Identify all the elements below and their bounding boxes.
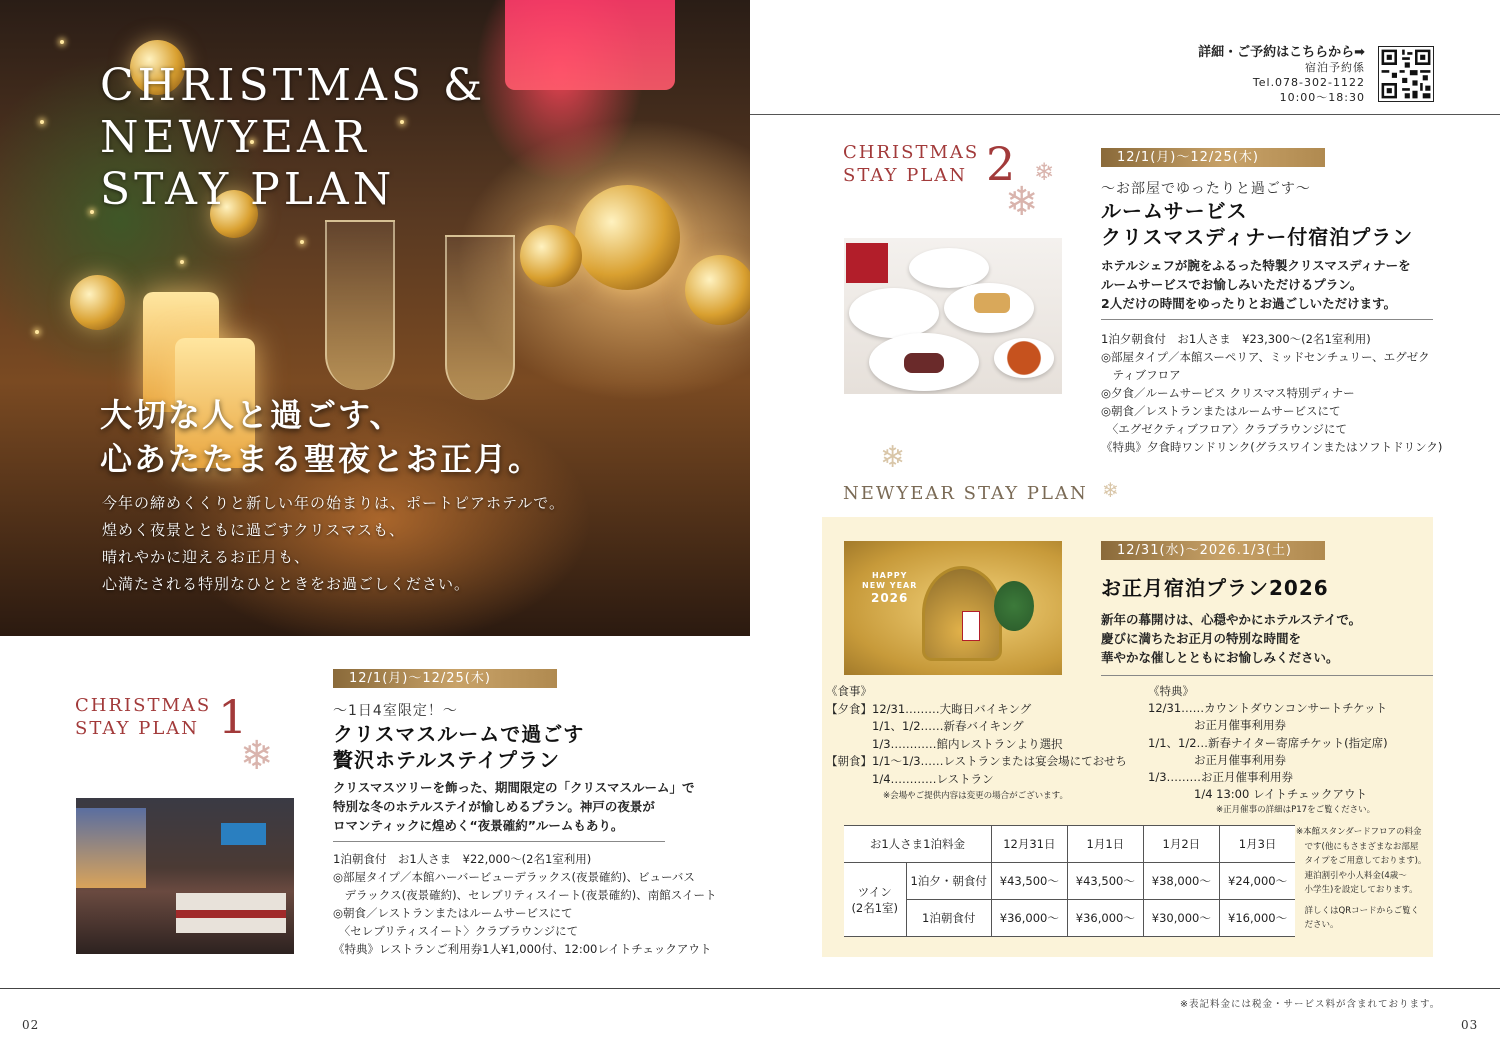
plan1-description xyxy=(333,778,695,835)
info-line: ◎部屋タイプ／本館ハーバービューデラックス(夜景確約)、ビューバス xyxy=(333,870,695,884)
desc-line: ロマンティックに煌めく“夜景確約”ルームもあり。 xyxy=(333,818,624,833)
snowflake-icon: ❄ xyxy=(1005,179,1039,225)
meals-line: 【朝食】1/1〜1/3……レストランまたは宴会場にておせち xyxy=(826,754,1127,768)
plan1-subtitle: 〜1日4室限定！〜 xyxy=(333,703,458,719)
table-row xyxy=(844,863,1295,900)
plan1-heading xyxy=(75,694,211,740)
note-line: タイプをご用意しております)。 xyxy=(1296,856,1427,866)
badge-line: NEW YEAR xyxy=(862,581,918,590)
plan1-details xyxy=(333,850,717,958)
plan1-title xyxy=(333,721,584,773)
info-line: ◎夕食／ルームサービス クリスマス特別ディナー xyxy=(1101,386,1355,400)
desc-line: ホテルシェフが腕をふるった特製クリスマスディナーを xyxy=(1101,258,1411,273)
price-cell: ¥36,000〜 xyxy=(1067,900,1143,937)
ornament-tag xyxy=(962,611,980,641)
champagne-glass xyxy=(445,235,515,400)
plan-cell: 1泊朝食付 xyxy=(906,900,991,937)
perks-line: お正月催事利用券 xyxy=(1148,752,1286,767)
tree-light xyxy=(60,40,64,44)
newyear-date: 12/31(水)〜2026.1/3(土) xyxy=(1101,541,1325,560)
lamp-shade xyxy=(505,0,675,90)
table-header-cell: 1月2日 xyxy=(1143,826,1219,863)
note-line: 連泊割引や小人料金(4歳〜 xyxy=(1296,870,1407,881)
plan2-details xyxy=(1101,330,1442,456)
hero-catchcopy xyxy=(100,393,542,481)
plan2-word: CHRISTMAS xyxy=(843,142,980,163)
ornament xyxy=(575,185,680,290)
price-table xyxy=(844,825,1295,937)
plan2-title xyxy=(1101,198,1413,250)
room-type-cell: ツイン (2名1室) xyxy=(844,863,906,937)
plan1-title-line: クリスマスルームで過ごす xyxy=(333,722,585,746)
plan2-heading xyxy=(843,141,979,187)
table-row xyxy=(844,900,1295,937)
divider xyxy=(1101,319,1433,320)
snowflake-icon: ❄ xyxy=(1102,478,1119,502)
price-side-note xyxy=(1296,825,1426,933)
table-header-cell: 12月31日 xyxy=(991,826,1067,863)
contact-dept: 宿泊予約係 xyxy=(1305,61,1365,74)
price-cell: ¥43,500〜 xyxy=(991,863,1067,900)
badge-line: HAPPY xyxy=(871,571,908,580)
wall-art xyxy=(221,823,266,845)
table-header-row xyxy=(844,826,1295,863)
perks-line: 1/1、1/2…新春ナイター寄席チケット(指定席) xyxy=(1148,735,1388,750)
pine xyxy=(994,581,1034,631)
info-line: ◎部屋タイプ／本館スーペリア、ミッドセンチュリー、エグゼク xyxy=(1101,350,1430,364)
note-line: 詳しくはQRコードからご覧く xyxy=(1296,905,1420,916)
page-number-right: 03 xyxy=(1461,1018,1479,1032)
gift-box xyxy=(846,243,888,283)
meals-line: 1/3…………館内レストランより選択 xyxy=(826,736,1063,751)
lead-line: 晴れやかに迎えるお正月も、 xyxy=(102,548,311,566)
contact-tel[interactable]: Tel.078-302-1122 xyxy=(1252,76,1365,89)
divider xyxy=(1101,675,1433,676)
hero-title xyxy=(100,60,486,216)
desc-line: 華やかな催しとともにお愉しみください。 xyxy=(1101,650,1339,665)
tree-light xyxy=(300,240,304,244)
newyear-meals xyxy=(826,683,1127,804)
lead-line: 心満たされる特別なひとときをお過ごしください。 xyxy=(102,575,471,593)
desc-line: 慶びに満ちたお正月の特別な時間を xyxy=(1101,631,1302,646)
hero-title-line: CHRISTMAS & xyxy=(100,60,487,111)
plan2-description xyxy=(1101,256,1411,313)
note-line: 小学生)を設定しております。 xyxy=(1296,885,1418,895)
badge-line: 2026 xyxy=(870,591,909,605)
ornament xyxy=(70,275,125,330)
lead-line: 煌めく夜景とともに過ごすクリスマスも、 xyxy=(102,521,405,539)
info-line: 1泊朝食付 お1人さま ¥22,000〜(2名1室利用) xyxy=(333,852,592,866)
plan2-word: STAY PLAN xyxy=(843,165,968,186)
desc-line: クリスマスツリーを飾った、期間限定の「クリスマスルーム」で xyxy=(333,780,695,795)
catch-line: 大切な人と過ごす、 xyxy=(100,396,404,434)
price-cell: ¥38,000〜 xyxy=(1143,863,1219,900)
plan1-number: 1 xyxy=(218,690,248,744)
info-line: ◎朝食／レストランまたはルームサービスにて xyxy=(1101,404,1341,418)
meals-line: 【夕食】12/31………大晦日バイキング xyxy=(826,701,1032,716)
newyear-perks xyxy=(1148,683,1388,817)
food xyxy=(974,293,1010,313)
hero-lead xyxy=(102,490,565,598)
newyear-panel xyxy=(822,517,1433,957)
info-line: 《特典》夕食時ワンドリンク(グラスワインまたはソフトドリンク) xyxy=(1101,440,1443,454)
meals-line: 1/1、1/2……新春バイキング xyxy=(826,719,1024,733)
newyear-heading: NEWYEAR STAY PLAN xyxy=(843,483,1088,504)
plan1-title-line: 贅沢ホテルステイプラン xyxy=(333,748,560,772)
footer-tax-note: ※表記料金には税金・サービス料が含まれております。 xyxy=(1180,999,1441,1010)
perks-line: 12/31……カウントダウンコンサートチケット xyxy=(1148,701,1388,716)
plate xyxy=(909,248,989,288)
perks-note: ※正月催事の詳細はP17をご覧ください。 xyxy=(1216,805,1376,816)
plan2-title-line: クリスマスディナー付宿泊プラン xyxy=(1101,225,1414,249)
hero-title-line: NEWYEAR xyxy=(100,112,370,163)
hero-title-line: STAY PLAN xyxy=(100,164,396,215)
hero-photo xyxy=(0,0,750,636)
plan1-word: CHRISTMAS xyxy=(75,695,212,716)
plan-cell: 1泊夕・朝食付 xyxy=(906,863,991,900)
perks-line: お正月催事利用券 xyxy=(1148,718,1286,733)
contact-hours: 10:00〜18:30 xyxy=(1279,91,1365,104)
tree-light xyxy=(35,330,39,334)
ornament xyxy=(685,255,750,325)
tree-light xyxy=(90,210,94,214)
contact-lead: 詳細・ご予約はこちらから➡ xyxy=(1198,45,1365,60)
newyear-title: お正月宿泊プラン2026 xyxy=(1101,576,1329,600)
info-line: 《特典》レストランご利用券1人¥1,000付、12:00レイトチェックアウト xyxy=(333,942,712,956)
qr-code-icon[interactable] xyxy=(1378,46,1434,102)
plate xyxy=(849,288,939,338)
plan2-number: 2 xyxy=(986,137,1016,191)
page-number-left: 02 xyxy=(22,1018,40,1032)
plan2-title-line: ルームサービス xyxy=(1101,199,1248,223)
desc-line: 特別な冬のホテルステイが愉しめるプラン。神戸の夜景が xyxy=(333,799,655,814)
plan2-dinner-photo xyxy=(844,238,1062,394)
bed-runner xyxy=(176,910,286,918)
info-line: 〈セレブリティスイート〉クラブラウンジにて xyxy=(333,924,579,938)
champagne-glass xyxy=(325,220,395,390)
perks-line: 1/4 13:00 レイトチェックアウト xyxy=(1148,787,1368,802)
plan1-room-photo xyxy=(76,798,294,954)
tree-light xyxy=(40,120,44,124)
perks-line: 《特典》 xyxy=(1148,684,1194,698)
snowflake-icon: ❄ xyxy=(880,440,906,475)
plan1-date: 12/1(月)〜12/25(木) xyxy=(333,669,557,688)
price-cell: ¥30,000〜 xyxy=(1143,900,1219,937)
desc-line: 新年の幕開けは、心穏やかにホテルステイで。 xyxy=(1101,612,1362,627)
info-line: 1泊夕朝食付 お1人さま ¥23,300〜(2名1室利用) xyxy=(1101,332,1371,346)
table-header-cell: 1月1日 xyxy=(1067,826,1143,863)
snowflake-icon: ❄ xyxy=(240,733,274,779)
info-line: デラックス(夜景確約)、セレブリティスイート(夜景確約)、南館スイート xyxy=(333,888,717,902)
footer-rule xyxy=(0,988,1500,989)
divider xyxy=(333,841,665,842)
price-cell: ¥24,000〜 xyxy=(1219,863,1295,900)
desc-line: ルームサービスでお愉しみいただけるプラン。 xyxy=(1101,277,1363,292)
note-line: です(他にもさまざまなお部屋 xyxy=(1296,841,1419,852)
table-header-cell: 1月3日 xyxy=(1219,826,1295,863)
note-line: ださい。 xyxy=(1296,920,1339,930)
meals-note: ※会場やご提供内容は変更の場合がございます。 xyxy=(883,791,1068,801)
price-cell: ¥16,000〜 xyxy=(1219,900,1295,937)
info-line: ◎朝食／レストランまたはルームサービスにて xyxy=(333,906,573,920)
info-line: ティブフロア xyxy=(1101,368,1181,382)
plan2-subtitle: 〜お部屋でゆったりと過ごす〜 xyxy=(1101,181,1311,197)
plan1-word: STAY PLAN xyxy=(75,718,200,739)
window-view xyxy=(76,808,146,888)
table-header-cell: お1人さま1泊料金 xyxy=(844,826,991,863)
contact-info xyxy=(1150,45,1365,105)
ornament xyxy=(520,225,582,287)
newyear-photo xyxy=(844,541,1062,675)
header-rule xyxy=(750,114,1500,115)
food xyxy=(904,353,944,373)
perks-line: 1/3………お正月催事利用券 xyxy=(1148,770,1294,785)
desc-line: 2人だけの時間をゆったりとお過ごしいただけます。 xyxy=(1101,296,1397,311)
newyear-description xyxy=(1101,610,1361,667)
price-cell: ¥43,500〜 xyxy=(1067,863,1143,900)
plan2-date: 12/1(月)〜12/25(木) xyxy=(1101,148,1325,167)
info-line: 〈エグゼクティブフロア〉クラブラウンジにて xyxy=(1101,422,1348,436)
snowflake-icon: ❄ xyxy=(1034,158,1055,186)
lead-line: 今年の締めくくりと新しい年の始まりは、ポートピアホテルで。 xyxy=(102,494,565,512)
tree-light xyxy=(180,260,184,264)
meals-line: 《食事》 xyxy=(826,684,872,698)
price-cell: ¥36,000〜 xyxy=(991,900,1067,937)
meals-line: 1/4…………レストラン xyxy=(826,771,994,786)
catch-line: 心あたたまる聖夜とお正月。 xyxy=(100,440,543,478)
soup-bowl xyxy=(994,338,1054,378)
newyear-badge xyxy=(862,571,917,605)
note-line: ※本館スタンダードフロアの料金 xyxy=(1296,827,1422,837)
